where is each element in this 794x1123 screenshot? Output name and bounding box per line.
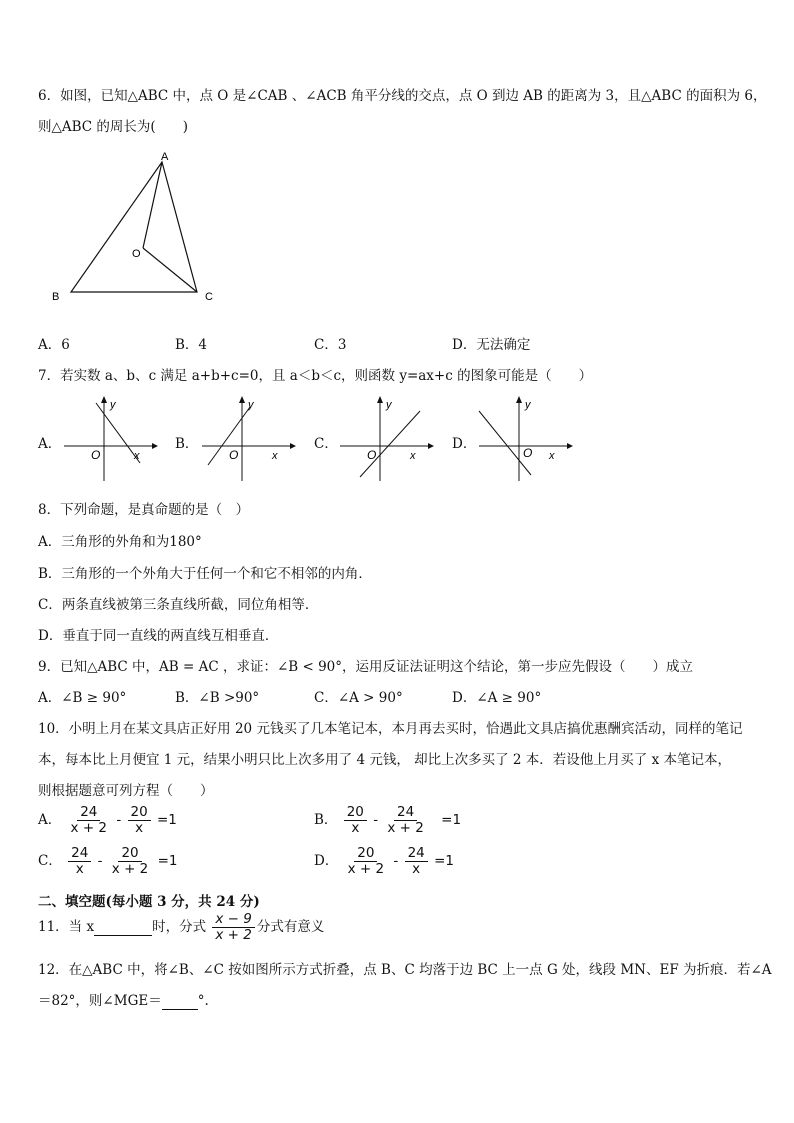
q8-option-c[interactable]: C．两条直线被第三条直线所截，同位角相等．: [38, 597, 319, 613]
q8-option-d[interactable]: D．垂直于同一直线的两直线互相垂直．: [38, 628, 279, 644]
svg-text:y: y: [525, 399, 531, 411]
label-a: A: [161, 151, 169, 163]
q9-stem: 9．已知△ABC 中，AB = AC ，求证：∠B < 90°，运用反证法证明这个结论，第一步应先假设（ ）成立: [38, 659, 693, 675]
q6-option-a[interactable]: A．6: [38, 337, 70, 353]
svg-text:x: x: [134, 450, 140, 462]
svg-text:O: O: [229, 448, 239, 462]
fraction: $\frac{20}{x + 2}$: [347, 845, 385, 877]
label-o: O: [132, 248, 141, 260]
fraction: $\frac{x - 9}{x + 2}$: [212, 912, 254, 943]
q10-option-c[interactable]: C． $\frac{24}{x}$ - $\frac{20}{x + 2}$ =1: [38, 845, 178, 877]
fraction: $\frac{24}{x + 2}$: [387, 804, 424, 836]
svg-text:O: O: [91, 448, 101, 462]
function-line: [479, 411, 531, 475]
svg-text:y: y: [386, 399, 392, 411]
q10-option-d[interactable]: D． $\frac{20}{x + 2}$ - $\frac{24}{x}$ =1: [314, 845, 454, 877]
q10-option-a[interactable]: A． $\frac{24}{x + 2}$ - $\frac{20}{x}$ =1: [38, 804, 177, 836]
fraction: $\frac{20}{x}$: [344, 805, 367, 836]
q7-graph-c[interactable]: [336, 393, 436, 485]
q7-option-a-label[interactable]: A．: [38, 436, 62, 452]
q9-option-b[interactable]: B．∠B >90°: [175, 690, 260, 706]
svg-text:x: x: [410, 450, 416, 462]
fraction: $\frac{20}{x}$: [128, 805, 151, 836]
fraction: $\frac{24}{x}$: [68, 846, 91, 877]
svg-text:x: x: [549, 450, 555, 462]
fraction: $\frac{20}{x + 2}$: [111, 845, 149, 877]
q7-graph-a[interactable]: [60, 393, 160, 485]
q11-stem: 11．当 x 时，分式 $\frac{x - 9}{x + 2}$ 分式有意义: [38, 911, 325, 943]
answer-blank[interactable]: [94, 919, 152, 936]
q7-option-c-label[interactable]: C．: [314, 436, 338, 452]
svg-text:y: y: [110, 399, 116, 411]
q7-graph-d[interactable]: [475, 393, 575, 485]
q12-stem-line1: 12．在△ABC 中，将∠B、∠C 按如图所示方式折叠，点 B、C 均落于边 BC 上一点 G 处，线段 MN、EF 为折痕．若∠A: [38, 962, 772, 978]
q7-option-d-label[interactable]: D．: [452, 436, 477, 452]
q10-stem-line3: 则根据题意可列方程（ ）: [38, 783, 214, 799]
q8-stem: 8．下列命题，是真命题的是（ ）: [38, 502, 250, 518]
label-b: B: [52, 291, 60, 303]
fraction: $\frac{24}{x}$: [405, 846, 428, 877]
q7-graph-b[interactable]: [198, 393, 298, 485]
q10-stem-line2: 本，每本比上月便宜 1 元，结果小明只比上次多用了 4 元钱， 却比上次多买了 2 本．若设他上月买了 x 本笔记本，: [38, 752, 732, 768]
q9-option-d[interactable]: D．∠A ≥ 90°: [452, 690, 542, 706]
q7-option-b-label[interactable]: B．: [175, 436, 199, 452]
bisector-co: [143, 248, 197, 292]
q12-stem-line2: ＝82°，则∠MGE＝ °.: [38, 993, 209, 1009]
svg-text:O: O: [367, 448, 377, 462]
fraction: $\frac{24}{x + 2}$: [70, 804, 108, 836]
q6-triangle-figure: [45, 145, 225, 310]
q8-option-a[interactable]: A．三角形的外角和为180°: [38, 534, 202, 550]
q6-option-b[interactable]: B．4: [175, 337, 208, 353]
svg-text:O: O: [523, 446, 533, 460]
q7-stem: 7．若实数 a、b、c 满足 a+b+c=0，且 a＜b＜c，则函数 y=ax+c 的图象可能是（ ）: [38, 368, 593, 384]
q8-option-b[interactable]: B．三角形的一个外角大于任何一个和它不相邻的内角．: [38, 566, 372, 582]
q10-option-b[interactable]: B． $\frac{20}{x}$ - $\frac{24}{x + 2}$ =1: [314, 804, 462, 836]
answer-blank[interactable]: [162, 993, 198, 1010]
q6-option-c[interactable]: C．3: [314, 337, 347, 353]
triangle-abc: [71, 162, 197, 292]
q10-stem-line1: 10．小明上月在某文具店正好用 20 元钱买了几本笔记本，本月再去买时，恰遇此文具店搞优惠酬宾活动，同样的笔记: [38, 721, 743, 737]
section-title: 二、填空题(每小题 3 分，共 24 分): [38, 894, 260, 910]
svg-text:y: y: [248, 399, 254, 411]
q6-stem-line1: 6．如图，已知△ABC 中，点 O 是∠CAB 、∠ACB 角平分线的交点，点 O 到边 AB 的距离为 3，且△ABC 的面积为 6，: [38, 88, 767, 104]
svg-text:x: x: [272, 450, 278, 462]
label-c: C: [205, 291, 213, 303]
function-line: [360, 411, 420, 477]
q6-option-d[interactable]: D．无法确定: [452, 337, 531, 353]
q6-stem-line2: 则△ABC 的周长为( ): [38, 119, 188, 135]
q9-option-a[interactable]: A．∠B ≥ 90°: [38, 690, 127, 706]
q9-option-c[interactable]: C．∠A > 90°: [314, 690, 403, 706]
